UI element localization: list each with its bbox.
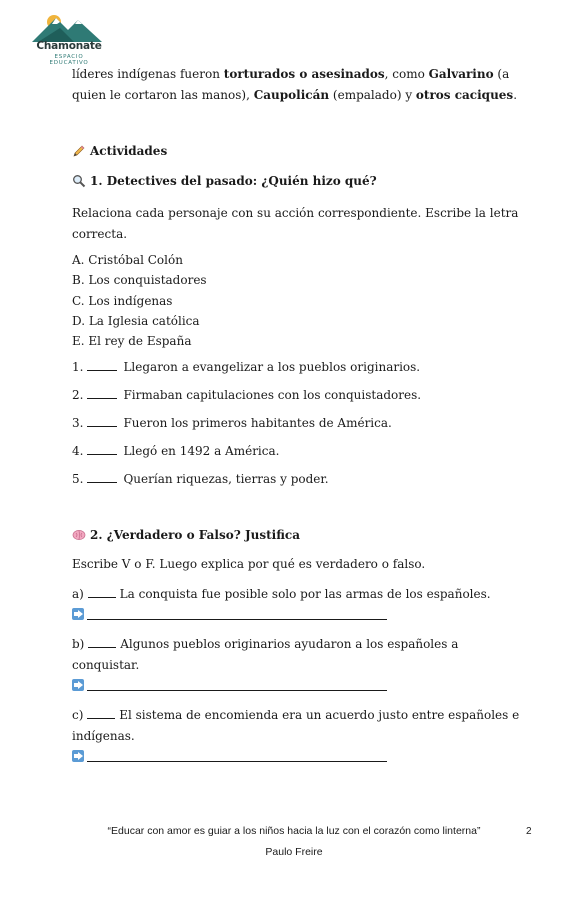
match-item: 3. Fueron los primeros habitantes de América. — [72, 416, 392, 431]
arrow-right-icon — [72, 679, 84, 691]
arrow-right-icon — [72, 608, 84, 620]
list-item: A. Cristóbal Colón — [72, 253, 183, 267]
list-item: E. El rey de España — [72, 334, 192, 349]
magnifier-icon — [72, 174, 86, 188]
justification-line[interactable] — [72, 604, 522, 620]
justification-line[interactable] — [72, 746, 522, 762]
answer-blank[interactable] — [87, 444, 117, 455]
activity1-title: 1. Detectives del pasado: ¿Quién hizo qué? — [72, 171, 522, 191]
answer-blank[interactable] — [87, 416, 117, 427]
answer-blank[interactable] — [87, 472, 117, 483]
logo — [30, 12, 104, 64]
page-number: 2 — [526, 826, 532, 837]
match-item: 2. Firmaban capitulaciones con los conquistadores. — [72, 388, 422, 403]
arrow-right-icon — [72, 750, 84, 762]
vf-blank[interactable] — [88, 587, 116, 598]
footer-author: Paulo Freire — [265, 846, 323, 858]
match-item: 4. Llegó en 1492 a América. — [72, 444, 280, 459]
answer-blank[interactable] — [87, 360, 117, 371]
vf-blank[interactable] — [87, 708, 115, 719]
activity1-instruction: Relaciona cada personaje con su acción correspondiente. Escribe la letra correcta. — [72, 206, 519, 241]
matching-items — [72, 357, 522, 489]
match-item: 1. Llegaron a evangelizar a los pueblos originarios. — [72, 360, 421, 375]
pencil-icon — [72, 144, 86, 158]
statement-b: b) Algunos pueblos originarios ayudaron a los españoles a conquistar. — [72, 634, 522, 691]
list-item: D. La Iglesia católica — [72, 313, 200, 328]
activity2-instruction: Escribe V o F. Luego explica por qué es verdadero o falso. — [72, 557, 426, 572]
match-item: 5. Querían riquezas, tierras y poder. — [72, 472, 329, 487]
logo-name: Chamonate — [36, 40, 102, 52]
list-item: B. Los conquistadores — [72, 273, 207, 288]
footer-quote: “Educar con amor es guiar a los niños hacia la luz con el corazón como linterna” — [107, 825, 481, 837]
statement-c: c) El sistema de encomienda era un acuerdo justo entre españoles e indígenas. — [72, 705, 522, 762]
answer-blank[interactable] — [87, 388, 117, 399]
activity2-title: 2. ¿Verdadero o Falso? Justifica — [72, 525, 522, 545]
brain-icon — [72, 528, 86, 542]
logo-subtitle: ESPACIO EDUCATIVO — [49, 54, 89, 66]
statement-a: a) La conquista fue posible solo por las armas de los españoles. — [72, 584, 522, 621]
activities-heading: Actividades — [72, 141, 522, 161]
list-item: C. Los indígenas — [72, 293, 173, 308]
characters-list — [72, 250, 522, 351]
document-body — [72, 64, 522, 762]
justification-line[interactable] — [72, 675, 522, 691]
vf-blank[interactable] — [88, 637, 116, 648]
intro-paragraph: líderes indígenas fueron torturados o asesinados, como Galvarino (a quien le cortaron las manos), Caupolicán (empalado) y otros caciques. — [72, 67, 518, 102]
